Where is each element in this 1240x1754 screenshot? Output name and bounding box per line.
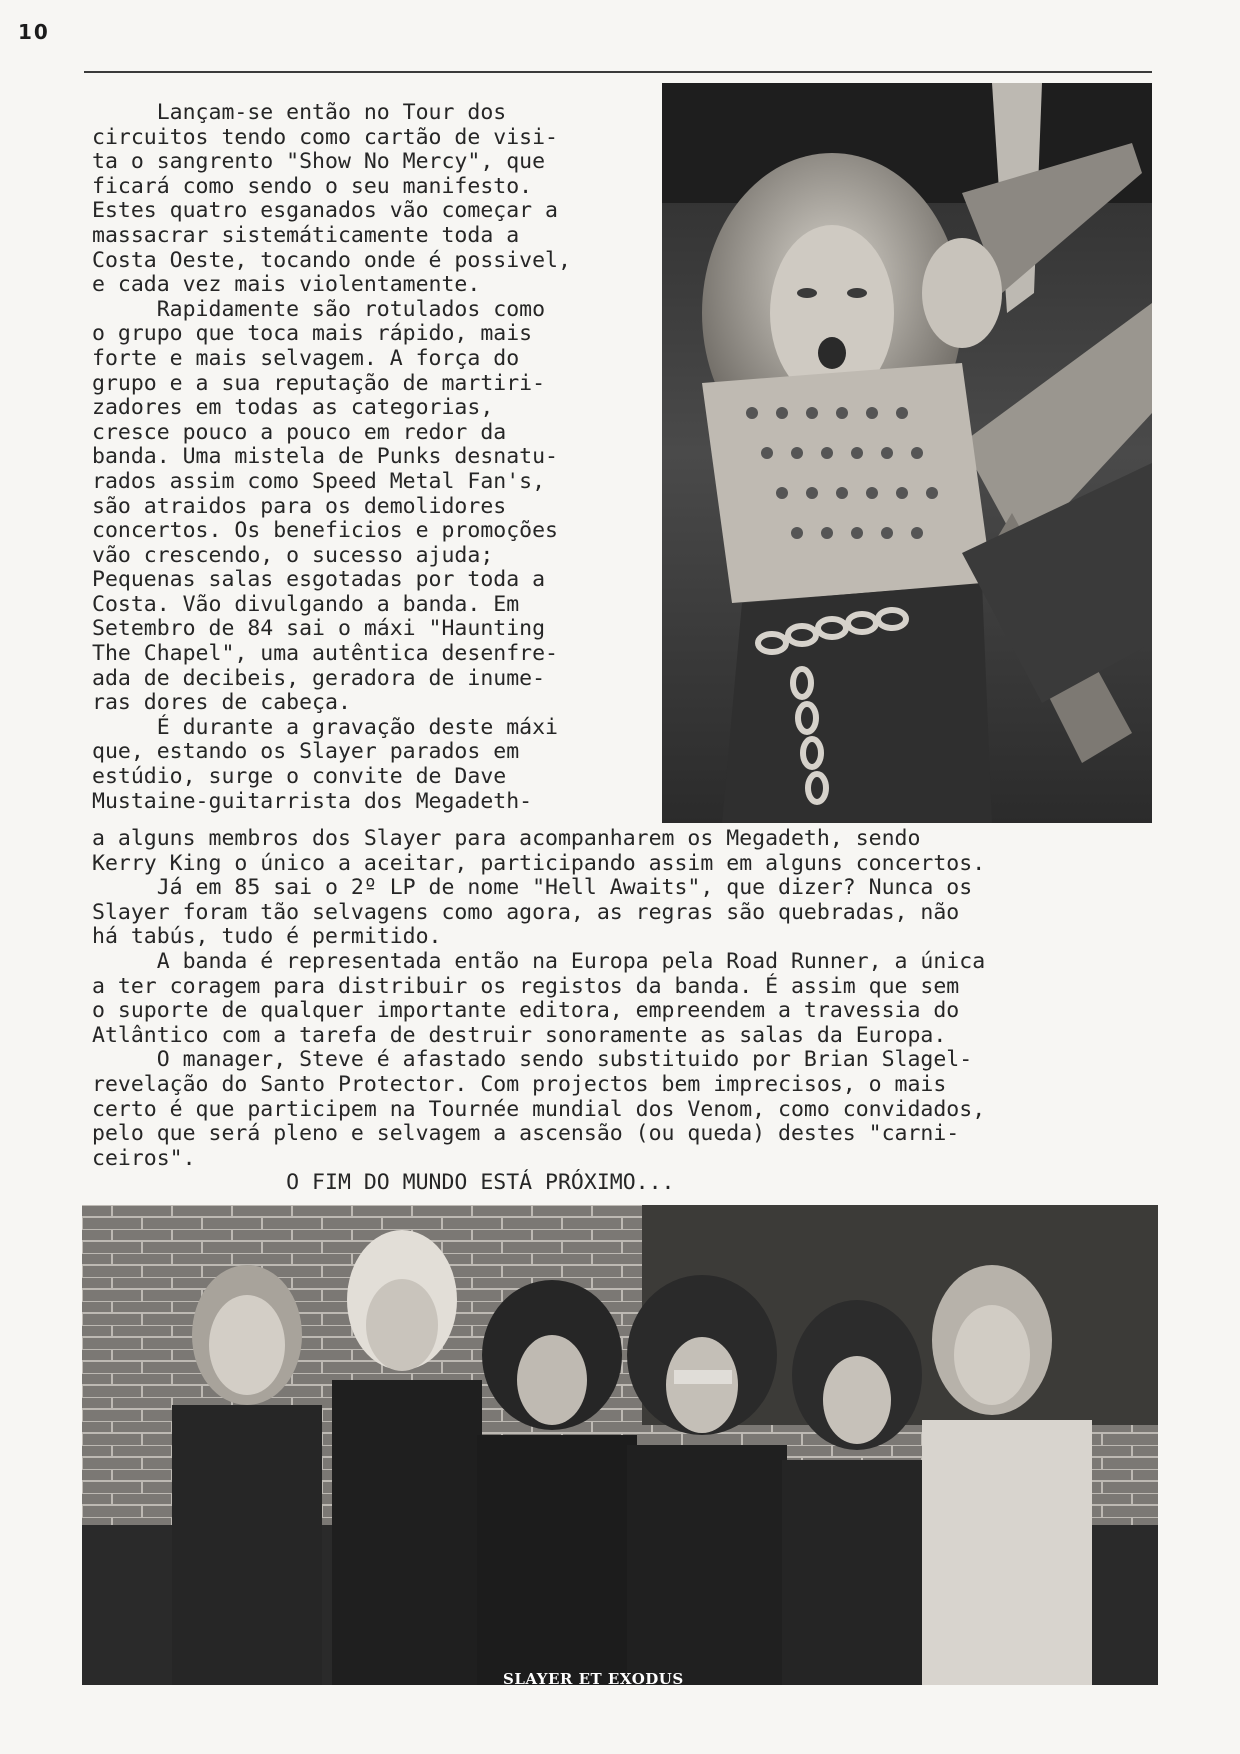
article-full-width-text: [92, 827, 1152, 1196]
article-text-line: Mustaine-guitarrista dos Megadeth-: [92, 788, 533, 814]
article-text-line: A banda é representada então na Europa pela Road Runner, a única: [92, 948, 986, 974]
article-text-line: ficará como sendo o seu manifesto.: [92, 173, 533, 199]
article-text-line: banda. Uma mistela de Punks desnatu-: [92, 444, 558, 470]
article-text-line: e cada vez mais violentamente.: [92, 272, 481, 298]
article-text-line: pelo que será pleno e selvagem a ascensão (ou queda) destes "carni-: [92, 1121, 960, 1147]
band-photo-illustration: [82, 1205, 1158, 1685]
article-text-line: concertos. Os beneficios e promoções: [92, 518, 558, 544]
article-text-line: Costa. Vão divulgando a banda. Em: [92, 591, 520, 617]
article-text-line: o suporte de qualquer importante editora, empreendem a travessia do: [92, 998, 960, 1024]
header-divider: [84, 71, 1152, 73]
article-text-line: Costa Oeste, tocando onde é possivel,: [92, 247, 571, 273]
article-text-line: ras dores de cabeça.: [92, 690, 351, 716]
article-text-line: são atraidos para os demolidores: [92, 493, 507, 519]
article-text-line: a ter coragem para distribuir os registos da banda. É assim que sem: [92, 973, 960, 999]
article-text-line: massacrar sistemáticamente toda a: [92, 222, 520, 248]
article-text-line: Atlântico com a tarefa de destruir sonoramente as salas da Europa.: [92, 1022, 947, 1048]
article-text-line: a alguns membros dos Slayer para acompanharem os Megadeth, sendo: [92, 826, 921, 851]
article-text-line: circuitos tendo como cartão de visi-: [92, 124, 558, 150]
article-text-line: certo é que participem na Tournée mundial dos Venom, como convidados,: [92, 1096, 986, 1122]
article-text-line: O manager, Steve é afastado sendo substituido por Brian Slagel-: [92, 1047, 973, 1073]
article-text-line: O FIM DO MUNDO ESTÁ PRÓXIMO...: [92, 1170, 675, 1196]
article-text-line: grupo e a sua reputação de martiri-: [92, 370, 546, 396]
article-text-line: The Chapel", uma autêntica desenfre-: [92, 641, 558, 667]
article-text-line: estúdio, surge o convite de Dave: [92, 764, 507, 790]
guitarist-photo: [662, 83, 1152, 823]
article-text-line: Kerry King o único a aceitar, participando assim em alguns concertos.: [92, 850, 986, 876]
guitarist-photo-illustration: [662, 83, 1152, 823]
article-text-line: Slayer foram tão selvagens como agora, as regras são quebradas, não: [92, 899, 960, 925]
article-text-line: Lançam-se então no Tour dos: [92, 100, 507, 125]
article-text-line: rados assim como Speed Metal Fan's,: [92, 468, 546, 494]
band-photo-caption: SLAYER ET EXODUS: [503, 1670, 684, 1688]
article-text-line: vão crescendo, o sucesso ajuda;: [92, 542, 494, 568]
article-text-line: o grupo que toca mais rápido, mais: [92, 321, 533, 347]
article-text-line: que, estando os Slayer parados em: [92, 739, 520, 765]
article-text-line: Rapidamente são rotulados como: [92, 296, 546, 322]
article-text-line: Estes quatro esganados vão começar a: [92, 198, 558, 224]
article-text-line: Pequenas salas esgotadas por toda a: [92, 567, 546, 593]
article-text-line: revelação do Santo Protector. Com projectos bem imprecisos, o mais: [92, 1071, 947, 1097]
article-text-line: ceiros".: [92, 1145, 196, 1171]
page-number: 10: [18, 20, 50, 44]
article-text-line: Já em 85 sai o 2º LP de nome "Hell Awaits", que dizer? Nunca os: [92, 875, 973, 901]
article-text-line: ada de decibeis, geradora de inume-: [92, 665, 546, 691]
article-column-text: [92, 101, 652, 814]
article-text-line: zadores em todas as categorias,: [92, 395, 494, 421]
article-text-line: ta o sangrento "Show No Mercy", que: [92, 149, 546, 175]
band-group-photo: [82, 1205, 1158, 1685]
article-text-line: cresce pouco a pouco em redor da: [92, 419, 507, 445]
article-text-line: forte e mais selvagem. A força do: [92, 345, 520, 371]
article-text-line: Setembro de 84 sai o máxi "Haunting: [92, 616, 546, 642]
article-text-line: É durante a gravação deste máxi: [92, 714, 558, 740]
article-text-line: há tabús, tudo é permitido.: [92, 924, 442, 950]
